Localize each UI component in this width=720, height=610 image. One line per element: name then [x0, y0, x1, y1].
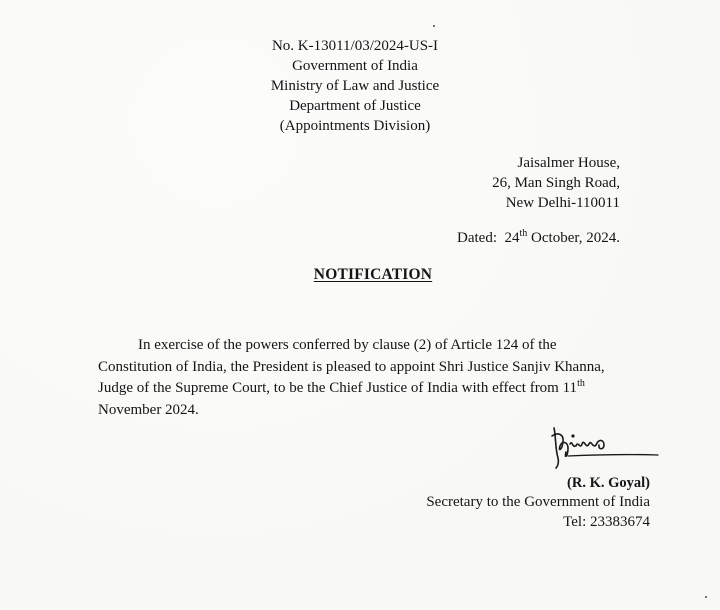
signatory-name: (R. K. Goyal) — [567, 475, 650, 491]
signatory-telephone: Tel: 23383674 — [563, 514, 650, 530]
office-address — [492, 153, 620, 213]
department-name: Department of Justice — [289, 98, 421, 114]
date-rest: October, 2024. — [531, 230, 620, 246]
letterhead — [230, 36, 480, 136]
notification-title: NOTIFICATION — [313, 266, 433, 283]
address-line-3: New Delhi-110011 — [505, 195, 620, 211]
date-label: Dated: — [457, 230, 497, 246]
government-name: Government of India — [292, 58, 418, 74]
division-name: (Appointments Division) — [279, 118, 431, 134]
body-line-3-suffix: th — [577, 378, 585, 389]
body-line-3 — [98, 378, 658, 400]
address-line-1: Jaisalmer House, — [517, 155, 620, 171]
body-line-1: In exercise of the powers conferred by clause (2) of Article 124 of the — [138, 337, 557, 353]
ministry-name: Ministry of Law and Justice — [270, 78, 440, 94]
body-line-2: Constitution of India, the President is pleased to appoint Shri Justice Sanjiv Khanna, — [98, 358, 605, 375]
paper-speck — [705, 596, 707, 598]
file-number: No. K-13011/03/2024-US-I — [271, 38, 439, 54]
signatory-designation: Secretary to the Government of India — [426, 494, 650, 510]
body-line-3-text: Judge of the Supreme Court, to be the Chief Justice of India with effect from 11 — [98, 380, 578, 396]
address-line-2: 26, Man Singh Road, — [492, 175, 620, 191]
paper-speck — [433, 25, 435, 27]
notification-body — [98, 335, 658, 421]
date-day: 24 — [504, 230, 520, 246]
handwritten-signature — [546, 422, 666, 472]
date-day-suffix: th — [519, 228, 528, 239]
date-line — [457, 230, 620, 247]
body-line-4: November 2024. — [98, 401, 199, 418]
